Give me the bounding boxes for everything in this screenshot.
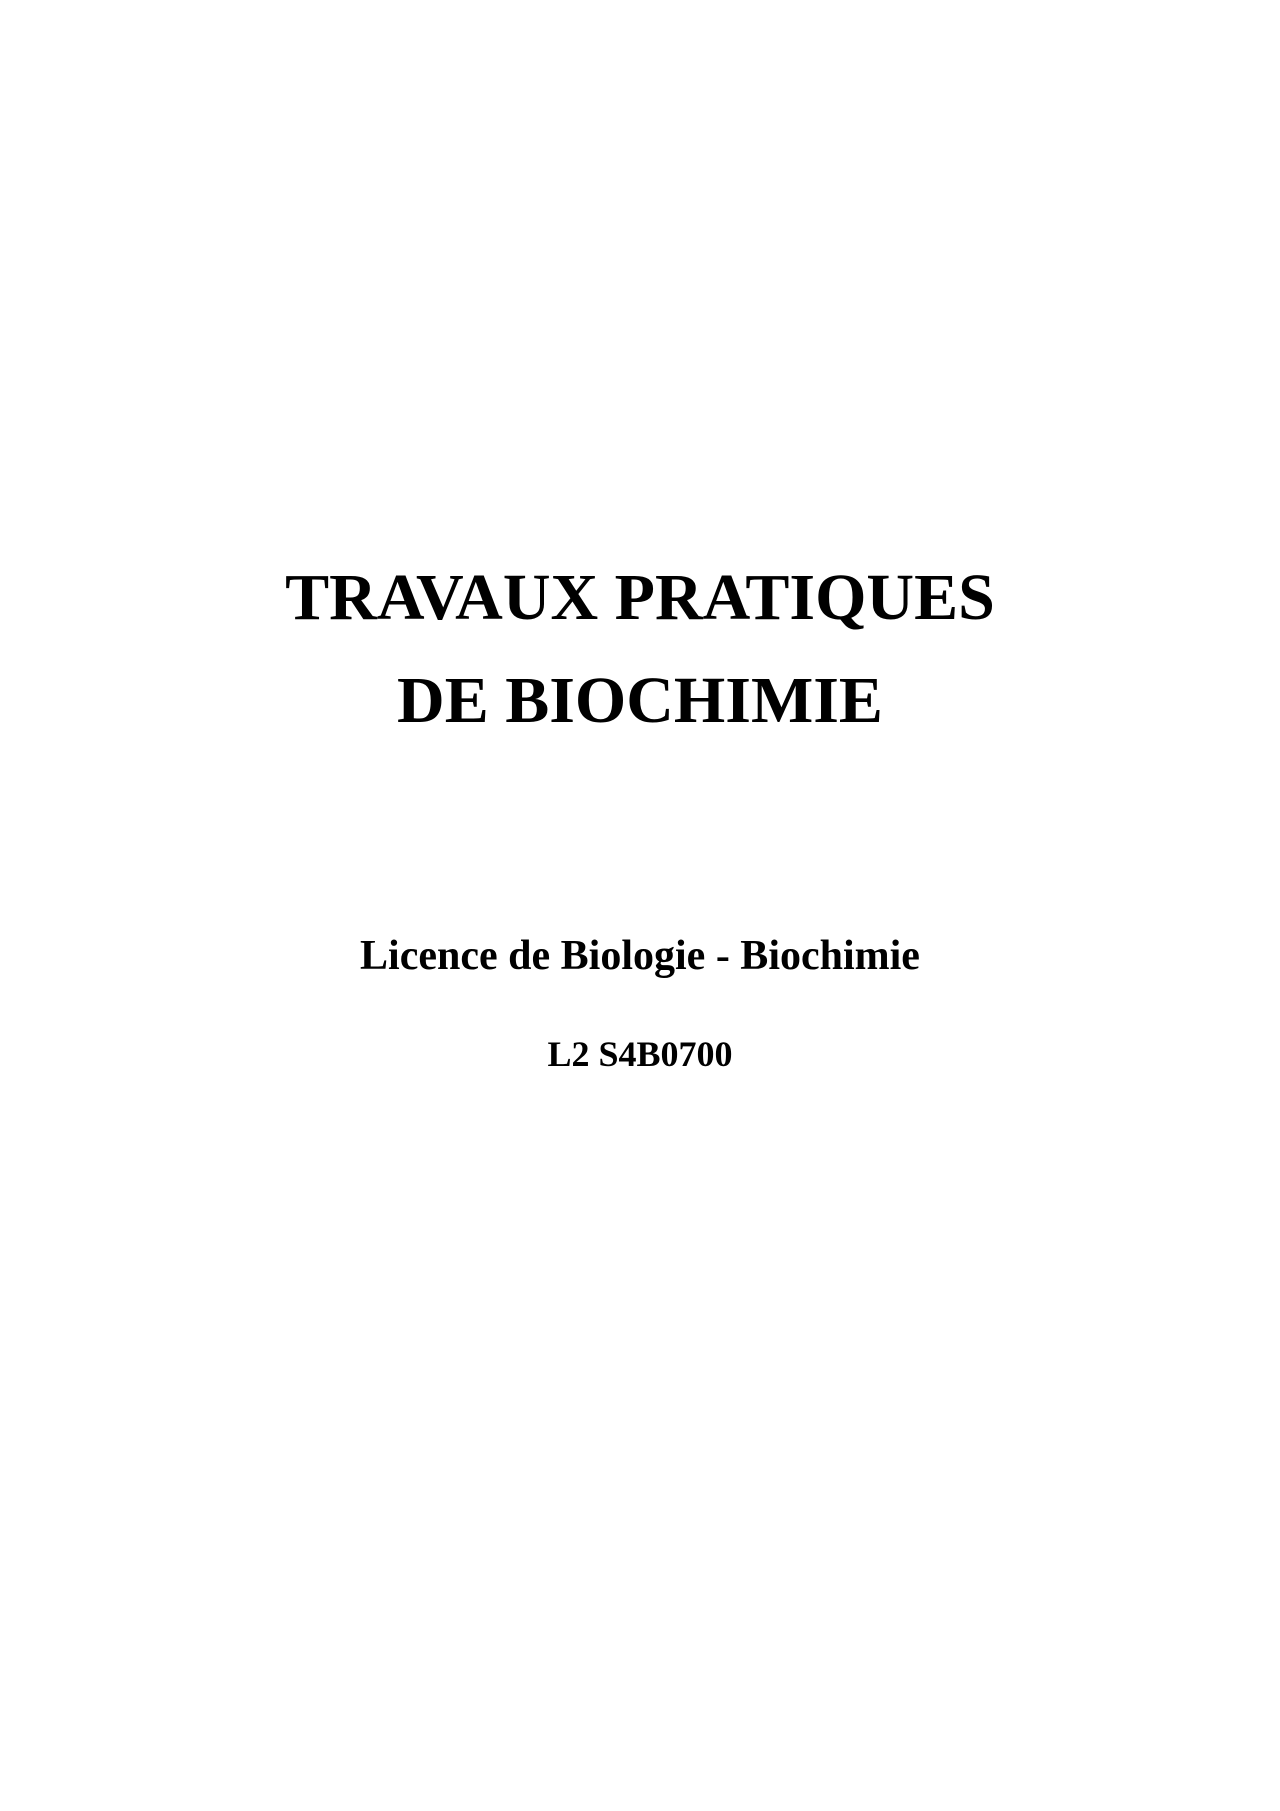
- cover-title-line-2: DE BIOCHIMIE: [397, 664, 883, 737]
- cover-title-line-1: TRAVAUX PRATIQUES: [285, 561, 995, 634]
- course-code: L2 S4B0700: [547, 1034, 733, 1074]
- program-name: Licence de Biologie - Biochimie: [360, 933, 920, 979]
